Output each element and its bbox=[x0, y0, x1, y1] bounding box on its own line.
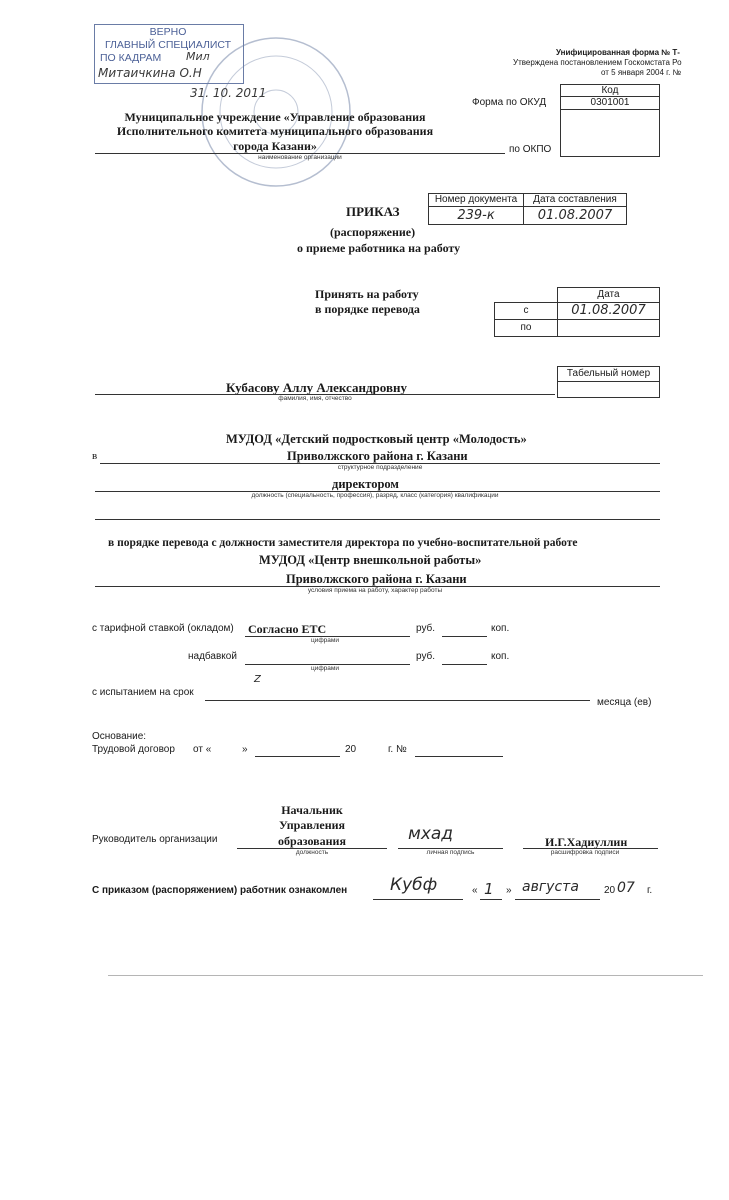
title-sub: (распоряжение) bbox=[330, 225, 416, 239]
probation-mark: Z bbox=[254, 674, 261, 685]
director-pos-line3: образования bbox=[278, 834, 346, 848]
hire-line1: Принять на работу bbox=[315, 287, 419, 301]
title-main: ПРИКАЗ bbox=[346, 204, 400, 219]
org-line2: Исполнительного комитета муниципального образования bbox=[116, 124, 434, 138]
hire-line2: в порядке перевода bbox=[315, 302, 420, 316]
position-value: директором bbox=[332, 477, 399, 491]
director-name-caption: расшифровка подписи bbox=[550, 849, 620, 856]
director-signature-caption: личная подпись bbox=[426, 849, 475, 856]
director-pos-line2: Управления bbox=[278, 818, 346, 832]
okpo-value bbox=[560, 109, 660, 157]
stamp-line1: ВЕРНО bbox=[149, 26, 187, 38]
basis-quote-close: » bbox=[242, 744, 248, 755]
ack-year-prefix: 20 bbox=[604, 885, 616, 896]
hire-from-label: с bbox=[494, 302, 558, 320]
hire-from-value: 01.08.2007 bbox=[557, 302, 660, 320]
hire-date-header: Дата bbox=[557, 287, 660, 303]
tab-number-header: Табельный номер bbox=[557, 366, 660, 382]
form-title: Унифицированная форма № Т- bbox=[556, 48, 680, 57]
conditions-line2: МУДОД «Центр внешкольной работы» bbox=[259, 553, 482, 567]
docnum-value: 239-к bbox=[428, 206, 524, 225]
basis-year: 20 bbox=[345, 744, 357, 755]
employee-name: Кубасову Аллу Александровну bbox=[226, 380, 407, 395]
basis-year-suffix: г. № bbox=[388, 744, 407, 755]
director-pos-line1: Начальник bbox=[281, 803, 343, 817]
rate-value: Согласно ЕТС bbox=[248, 622, 327, 636]
scan-edge bbox=[108, 975, 703, 976]
okpo-label: по ОКПО bbox=[509, 144, 552, 155]
title-about: о приеме работника на работу bbox=[297, 241, 461, 255]
docdate-header: Дата составления bbox=[523, 193, 627, 207]
kod-header: Код bbox=[560, 84, 660, 97]
director-label: Руководитель организации bbox=[92, 834, 218, 845]
ack-day-close: » bbox=[506, 885, 512, 896]
ack-label: С приказом (распоряжением) работник ознакомлен bbox=[92, 885, 348, 896]
org-line1: Муниципальное учреждение «Управление образования bbox=[124, 110, 426, 124]
conditions-line3: Приволжского района г. Казани bbox=[286, 572, 467, 586]
docnum-header: Номер документа bbox=[428, 193, 524, 207]
basis-from: от « bbox=[193, 744, 212, 755]
rate-label: с тарифной ставкой (окладом) bbox=[92, 623, 234, 634]
unit-line1: МУДОД «Детский подростковый центр «Молодость» bbox=[226, 432, 527, 446]
stamp-date: 31. 10. 2011 bbox=[190, 86, 267, 100]
stamp-signature: Митаичкина О.Н bbox=[98, 66, 202, 80]
basis-contract: Трудовой договор bbox=[92, 744, 175, 755]
ack-signature: Кубф bbox=[390, 875, 438, 895]
conditions-caption: условия приема на работу, характер работы bbox=[307, 587, 443, 594]
director-signature: мхад bbox=[408, 824, 454, 844]
rate-kop: коп. bbox=[491, 623, 510, 634]
okud-value: 0301001 bbox=[560, 96, 660, 110]
employee-caption: фамилия, имя, отчество bbox=[278, 395, 352, 402]
unit-caption: структурное подразделение bbox=[337, 464, 423, 471]
probation-suffix: месяца (ев) bbox=[597, 697, 652, 708]
ack-year-suffix: г. bbox=[647, 885, 653, 896]
stamp-line3: ПО КАДРАМ bbox=[100, 52, 162, 64]
bonus-label: надбавкой bbox=[188, 651, 237, 662]
ack-year: 07 bbox=[617, 880, 635, 896]
approved-text: Утверждена постановлением Госкомстата Ро bbox=[513, 58, 682, 67]
director-name: И.Г.Хадиуллин bbox=[545, 835, 628, 849]
ack-month: августа bbox=[522, 879, 579, 895]
hire-to-label: по bbox=[494, 319, 558, 337]
conditions-line1: в порядке перевода с должности заместителя директора по учебно-воспитательной работе bbox=[108, 537, 578, 549]
rate-digits-caption: цифрами bbox=[310, 637, 340, 644]
tab-number-value bbox=[557, 381, 660, 398]
rate-rub: руб. bbox=[416, 623, 436, 634]
basis-label: Основание: bbox=[92, 731, 147, 742]
director-pos-caption: должность bbox=[295, 849, 329, 856]
bonus-digits-caption: цифрами bbox=[310, 665, 340, 672]
stamp-signature-mark: Мил bbox=[186, 50, 210, 63]
org-caption: наименование организации bbox=[258, 154, 342, 161]
bonus-rub: руб. bbox=[416, 651, 436, 662]
ack-day-open: « bbox=[472, 885, 478, 896]
approved-date: от 5 января 2004 г. № bbox=[601, 68, 682, 77]
probation-label: с испытанием на срок bbox=[92, 687, 194, 698]
hire-to-value bbox=[557, 319, 660, 337]
unit-prefix: в bbox=[92, 450, 98, 462]
stamp-line2: ГЛАВНЫЙ СПЕЦИАЛИСТ bbox=[104, 39, 232, 51]
okud-label: Форма по ОКУД bbox=[472, 97, 547, 108]
org-line3: города Казани» bbox=[233, 139, 317, 153]
ack-day: 1 bbox=[484, 880, 494, 898]
docdate-value: 01.08.2007 bbox=[523, 206, 627, 225]
unit-line2: Приволжского района г. Казани bbox=[287, 449, 468, 463]
position-caption: должность (специальность, профессия), разряд, класс (категория) квалификации bbox=[251, 492, 499, 499]
bonus-kop: коп. bbox=[491, 651, 510, 662]
